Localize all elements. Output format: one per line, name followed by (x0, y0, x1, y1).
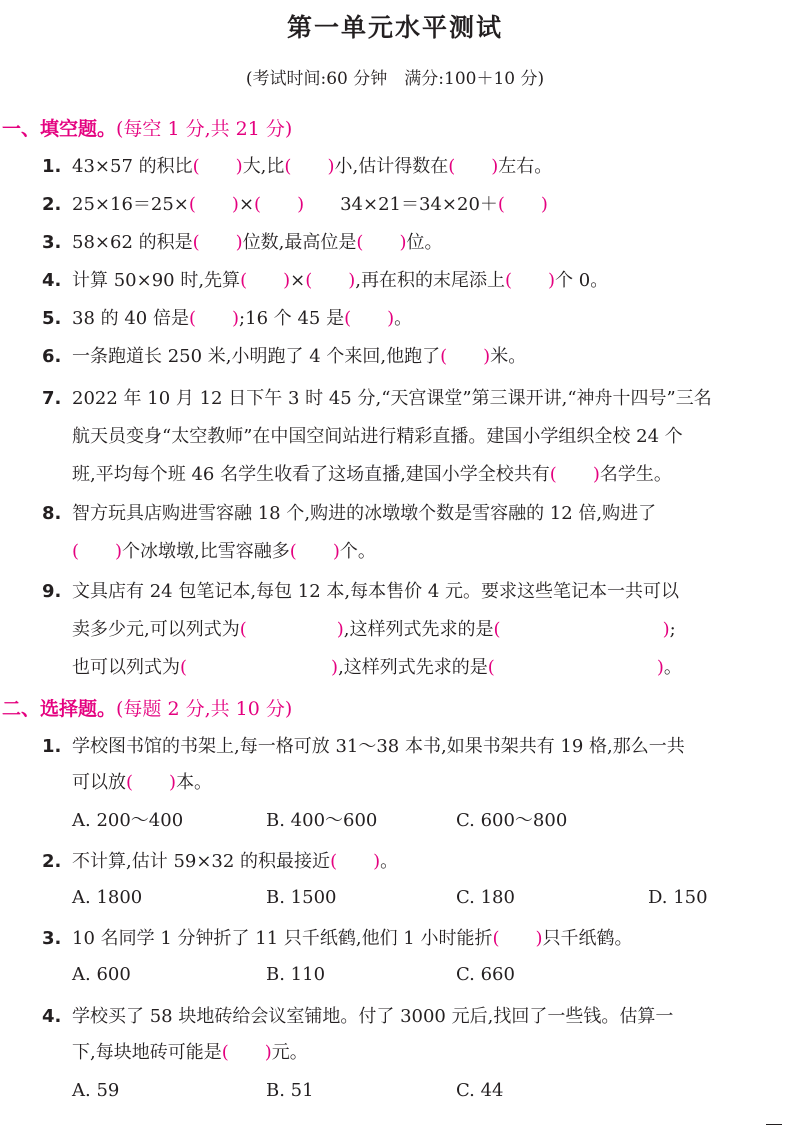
section-note: (每空 1 分,共 21 分) (116, 118, 293, 140)
answer-option[interactable]: C. 180 (456, 887, 515, 908)
question-text-line: ( )个冰墩墩,比雪容融多( )个。 (72, 541, 376, 562)
exam-info: (考试时间:60 分钟 满分:100＋10 分) (245, 69, 545, 89)
question-text-line: 也可以列式为( ),这样列式先求的是( )。 (72, 657, 682, 678)
section-note: (每题 2 分,共 10 分) (116, 698, 293, 720)
question-number: 2. (42, 851, 62, 872)
question-number: 8. (42, 503, 62, 524)
question-text-line: 可以放( )本。 (72, 772, 213, 793)
question-number: 4. (42, 270, 62, 291)
question-number: 1. (42, 156, 62, 177)
question-text-line: 43×57 的积比( )大,比( )小,估计得数在( )左右。 (72, 156, 553, 177)
question-number: 2. (42, 194, 62, 215)
question-number: 9. (42, 581, 62, 602)
question-text-line: 航天员变身“太空教师”在中国空间站进行精彩直播。建国小学组织全校 24 个 (72, 426, 683, 447)
answer-option[interactable]: A. 59 (72, 1080, 120, 1101)
question-text-line: 学校买了 58 块地砖给会议室铺地。付了 3000 元后,找回了一些钱。估算一 (72, 1006, 674, 1027)
question-number: 3. (42, 928, 62, 949)
question-text-line: 不计算,估计 59×32 的积最接近( )。 (72, 851, 399, 872)
question-text-line: 38 的 40 倍是( );16 个 45 是( )。 (72, 308, 413, 329)
question-text-line: 58×62 的积是( )位数,最高位是( )位。 (72, 232, 443, 253)
answer-option[interactable]: B. 51 (266, 1080, 314, 1101)
question-text-line: 学校图书馆的书架上,每一格可放 31～38 本书,如果书架共有 19 格,那么一共 (72, 736, 685, 757)
question-number: 7. (42, 388, 62, 409)
question-text-line: 智方玩具店购进雪容融 18 个,购进的冰墩墩个数是雪容融的 12 倍,购进了 (72, 503, 657, 524)
answer-option[interactable]: C. 660 (456, 964, 515, 985)
answer-option[interactable]: C. 600～800 (456, 810, 568, 831)
section-fill-title: 一、填空题。(每空 1 分,共 21 分) (2, 118, 293, 140)
question-text-line: 一条跑道长 250 米,小明跑了 4 个来回,他跑了( )米。 (72, 346, 527, 367)
answer-option[interactable]: A. 1800 (72, 887, 143, 908)
answer-option[interactable]: B. 110 (266, 964, 326, 985)
answer-option[interactable]: B. 1500 (266, 887, 337, 908)
question-text-line: 下,每块地砖可能是( )元。 (72, 1042, 308, 1063)
question-text-line: 班,平均每个班 46 名学生收看了这场直播,建国小学全校共有( )名学生。 (72, 464, 672, 485)
answer-option[interactable]: A. 600 (72, 964, 131, 985)
answer-option[interactable]: B. 400～600 (266, 810, 378, 831)
question-text-line: 10 名同学 1 分钟折了 11 只千纸鹤,他们 1 小时能折( )只千纸鹤。 (72, 928, 633, 949)
page-footer-dash (766, 1124, 782, 1125)
question-number: 5. (42, 308, 62, 329)
question-text-line: 2022 年 10 月 12 日下午 3 时 45 分,“天宫课堂”第三课开讲,“神舟十四号”三名 (72, 388, 712, 409)
question-number: 1. (42, 736, 62, 757)
page-title: 第一单元水平测试 (286, 13, 503, 42)
question-text-line: 计算 50×90 时,先算( )×( ),再在积的末尾添上( )个 0。 (72, 270, 609, 291)
question-text-line: 卖多少元,可以列式为( ),这样列式先求的是( ); (72, 619, 676, 640)
question-number: 4. (42, 1006, 62, 1027)
answer-option[interactable]: C. 44 (456, 1080, 504, 1101)
question-number: 3. (42, 232, 62, 253)
answer-option[interactable]: A. 200～400 (72, 810, 184, 831)
section-choice-title: 二、选择题。(每题 2 分,共 10 分) (2, 698, 293, 720)
question-number: 6. (42, 346, 62, 367)
question-text-line: 文具店有 24 包笔记本,每包 12 本,每本售价 4 元。要求这些笔记本一共可以 (72, 581, 680, 602)
question-text-line: 25×16＝25×( )×( ) 34×21＝34×20＋( ) (72, 194, 548, 215)
answer-option[interactable]: D. 150 (648, 887, 708, 908)
